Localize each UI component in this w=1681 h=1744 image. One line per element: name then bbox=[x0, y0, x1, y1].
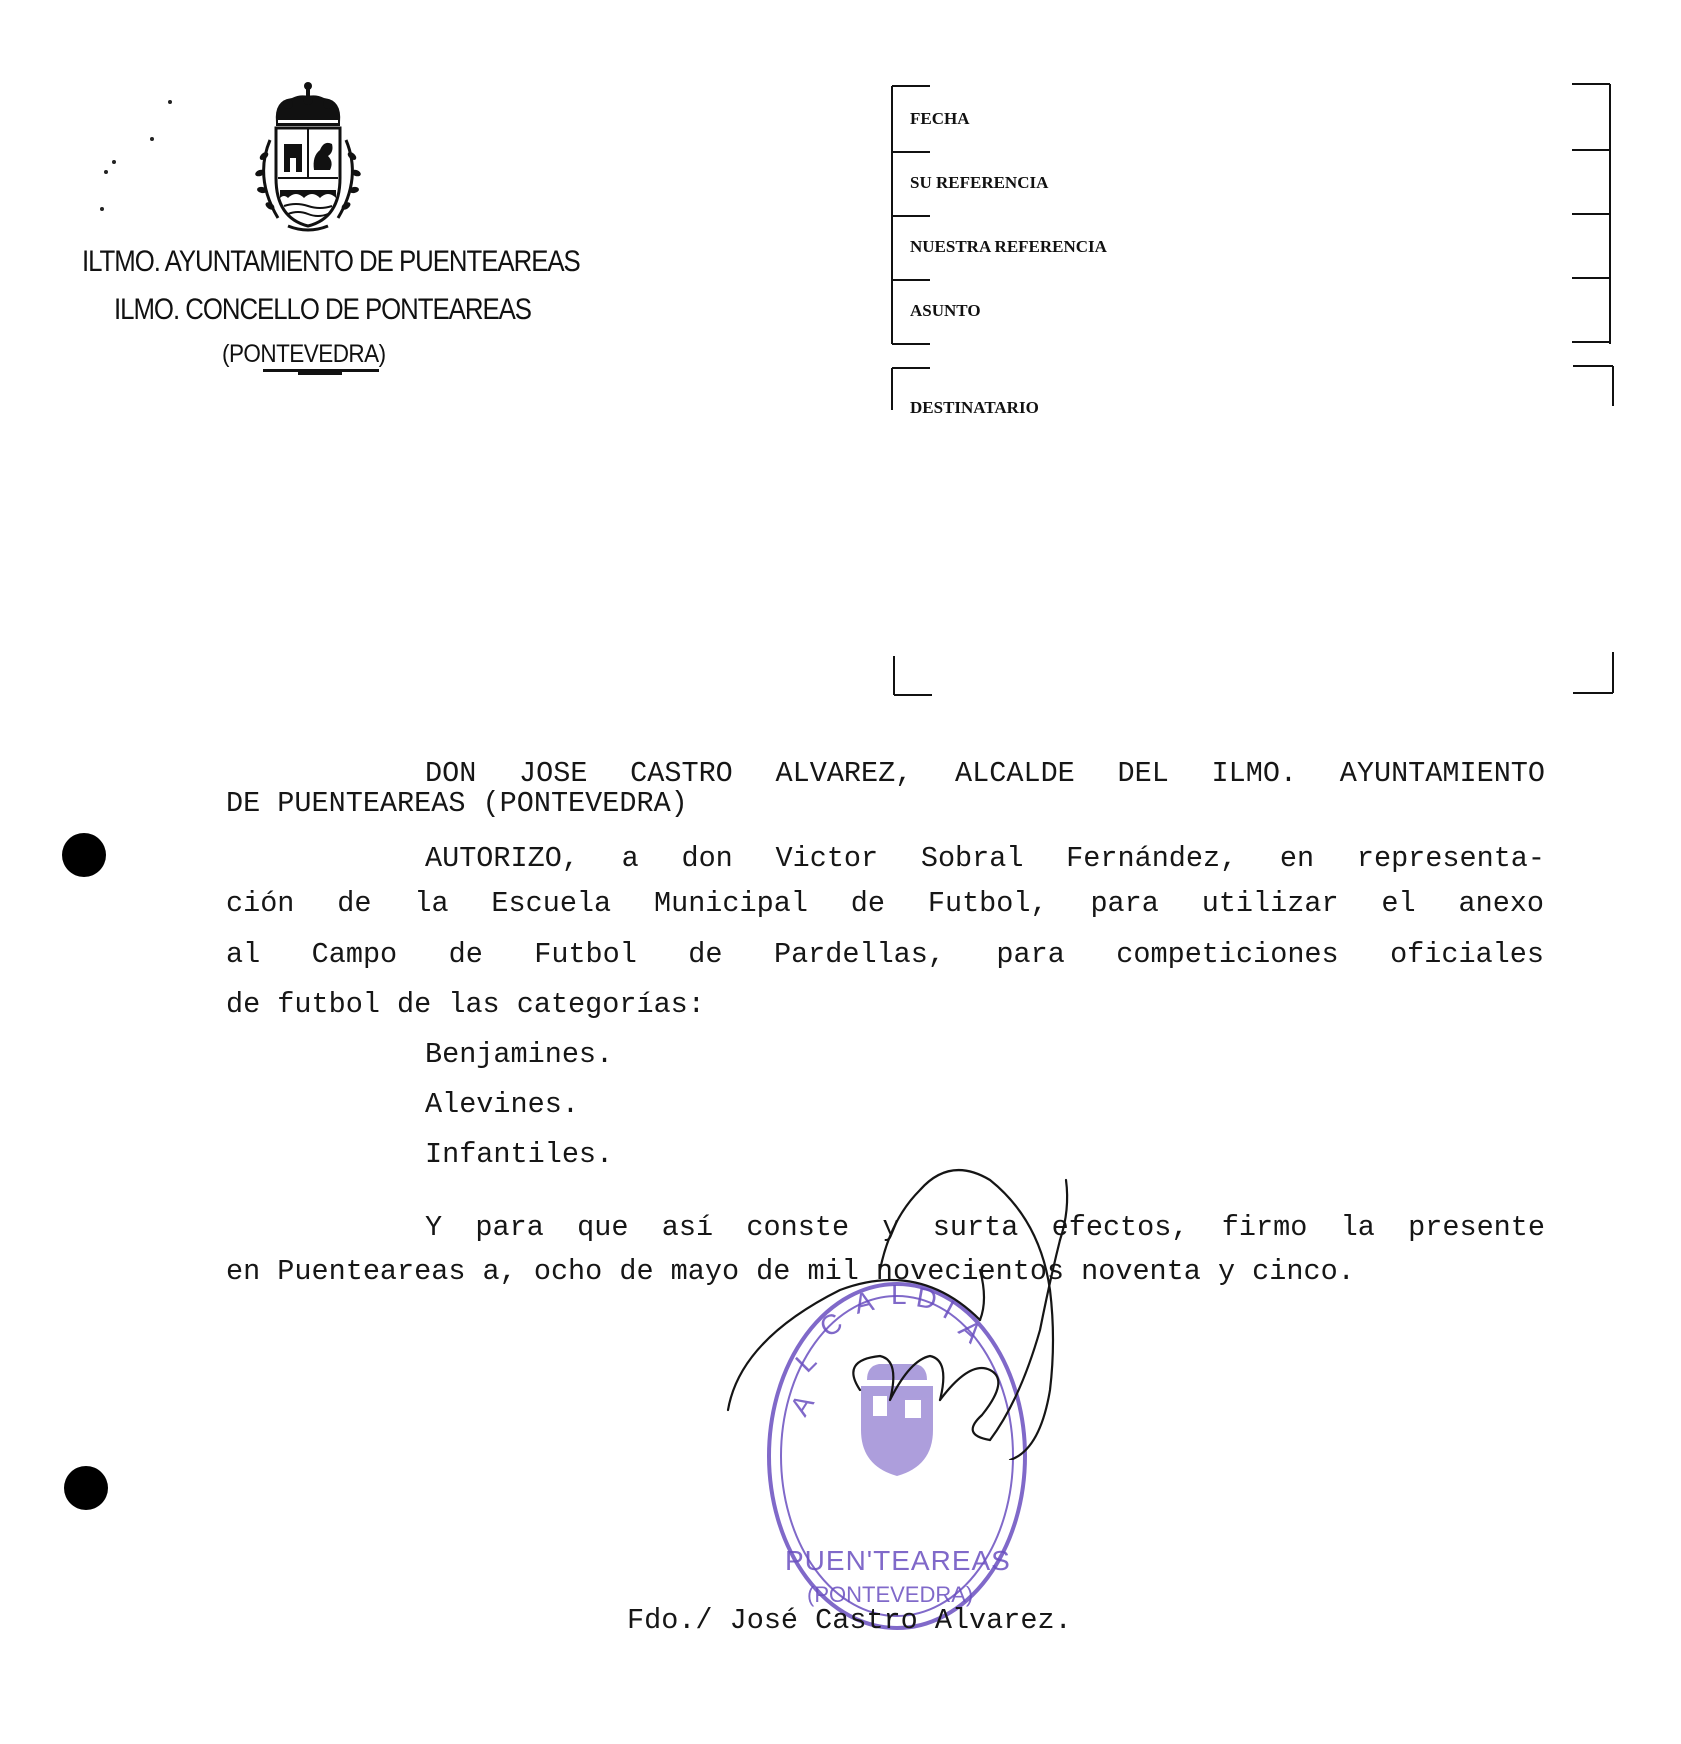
scan-speck bbox=[100, 207, 104, 211]
heading-line-2: DE PUENTEAREAS (PONTEVEDRA) bbox=[226, 787, 688, 820]
scan-speck bbox=[112, 160, 116, 164]
asunto-label: ASUNTO bbox=[910, 301, 981, 320]
signature-line: Fdo./ José Castro Alvarez. bbox=[627, 1604, 1072, 1637]
category-item: Benjamines. bbox=[425, 1038, 614, 1071]
letterhead-line-3: (PONTEVEDRA) bbox=[222, 340, 386, 368]
nuestra-referencia-label: NUESTRA REFERENCIA bbox=[910, 237, 1107, 256]
svg-text:PUEN'TEAREAS: PUEN'TEAREAS bbox=[785, 1545, 1011, 1576]
letterhead-underline bbox=[298, 372, 342, 375]
scan-speck bbox=[168, 100, 172, 104]
destinatario-label: DESTINATARIO bbox=[910, 398, 1039, 417]
heading-line-1: DON JOSE CASTRO ALVAREZ, ALCALDE DEL ILMO. AYUNTAMIENTO bbox=[425, 757, 1545, 790]
scan-speck bbox=[150, 137, 154, 141]
svg-text:I: I bbox=[938, 1293, 960, 1325]
svg-text:L: L bbox=[891, 1279, 907, 1310]
scan-speck bbox=[104, 170, 108, 174]
category-item: Infantiles. bbox=[425, 1138, 614, 1171]
svg-text:L: L bbox=[789, 1345, 823, 1379]
letterhead-line-2: ILMO. CONCELLO DE PONTEAREAS bbox=[114, 293, 531, 326]
svg-text:A: A bbox=[783, 1388, 820, 1422]
paragraph-line: AUTORIZO, a don Victor Sobral Fernández, en representa- bbox=[425, 842, 1545, 875]
svg-text:(PONTEVEDRA): (PONTEVEDRA) bbox=[807, 1582, 974, 1607]
handwritten-signature bbox=[720, 1160, 1120, 1460]
closing-line-1: Y para que así conste y surta efectos, firmo la presente bbox=[425, 1211, 1545, 1244]
letterhead-line-1: ILTMO. AYUNTAMIENTO DE PUENTEAREAS bbox=[82, 245, 580, 278]
svg-text:C: C bbox=[814, 1306, 848, 1344]
paragraph-line: al Campo de Futbol de Pardellas, para competiciones oficiales bbox=[226, 938, 1544, 971]
svg-text:D: D bbox=[913, 1281, 940, 1316]
paragraph-line: ción de la Escuela Municipal de Futbol, para utilizar el anexo bbox=[226, 887, 1544, 920]
municipal-crest-icon bbox=[248, 78, 368, 233]
paragraph-line: de futbol de las categorías: bbox=[226, 988, 705, 1021]
su-referencia-label: SU REFERENCIA bbox=[910, 173, 1049, 192]
svg-text:A: A bbox=[952, 1313, 988, 1349]
punch-hole bbox=[62, 833, 106, 877]
category-item: Alevines. bbox=[425, 1088, 579, 1121]
fecha-label: FECHA bbox=[910, 109, 970, 128]
punch-hole bbox=[64, 1466, 108, 1510]
closing-line-2: en Puenteareas a, ocho de mayo de mil novecientos noventa y cinco. bbox=[226, 1255, 1355, 1288]
svg-text:A: A bbox=[850, 1285, 877, 1320]
